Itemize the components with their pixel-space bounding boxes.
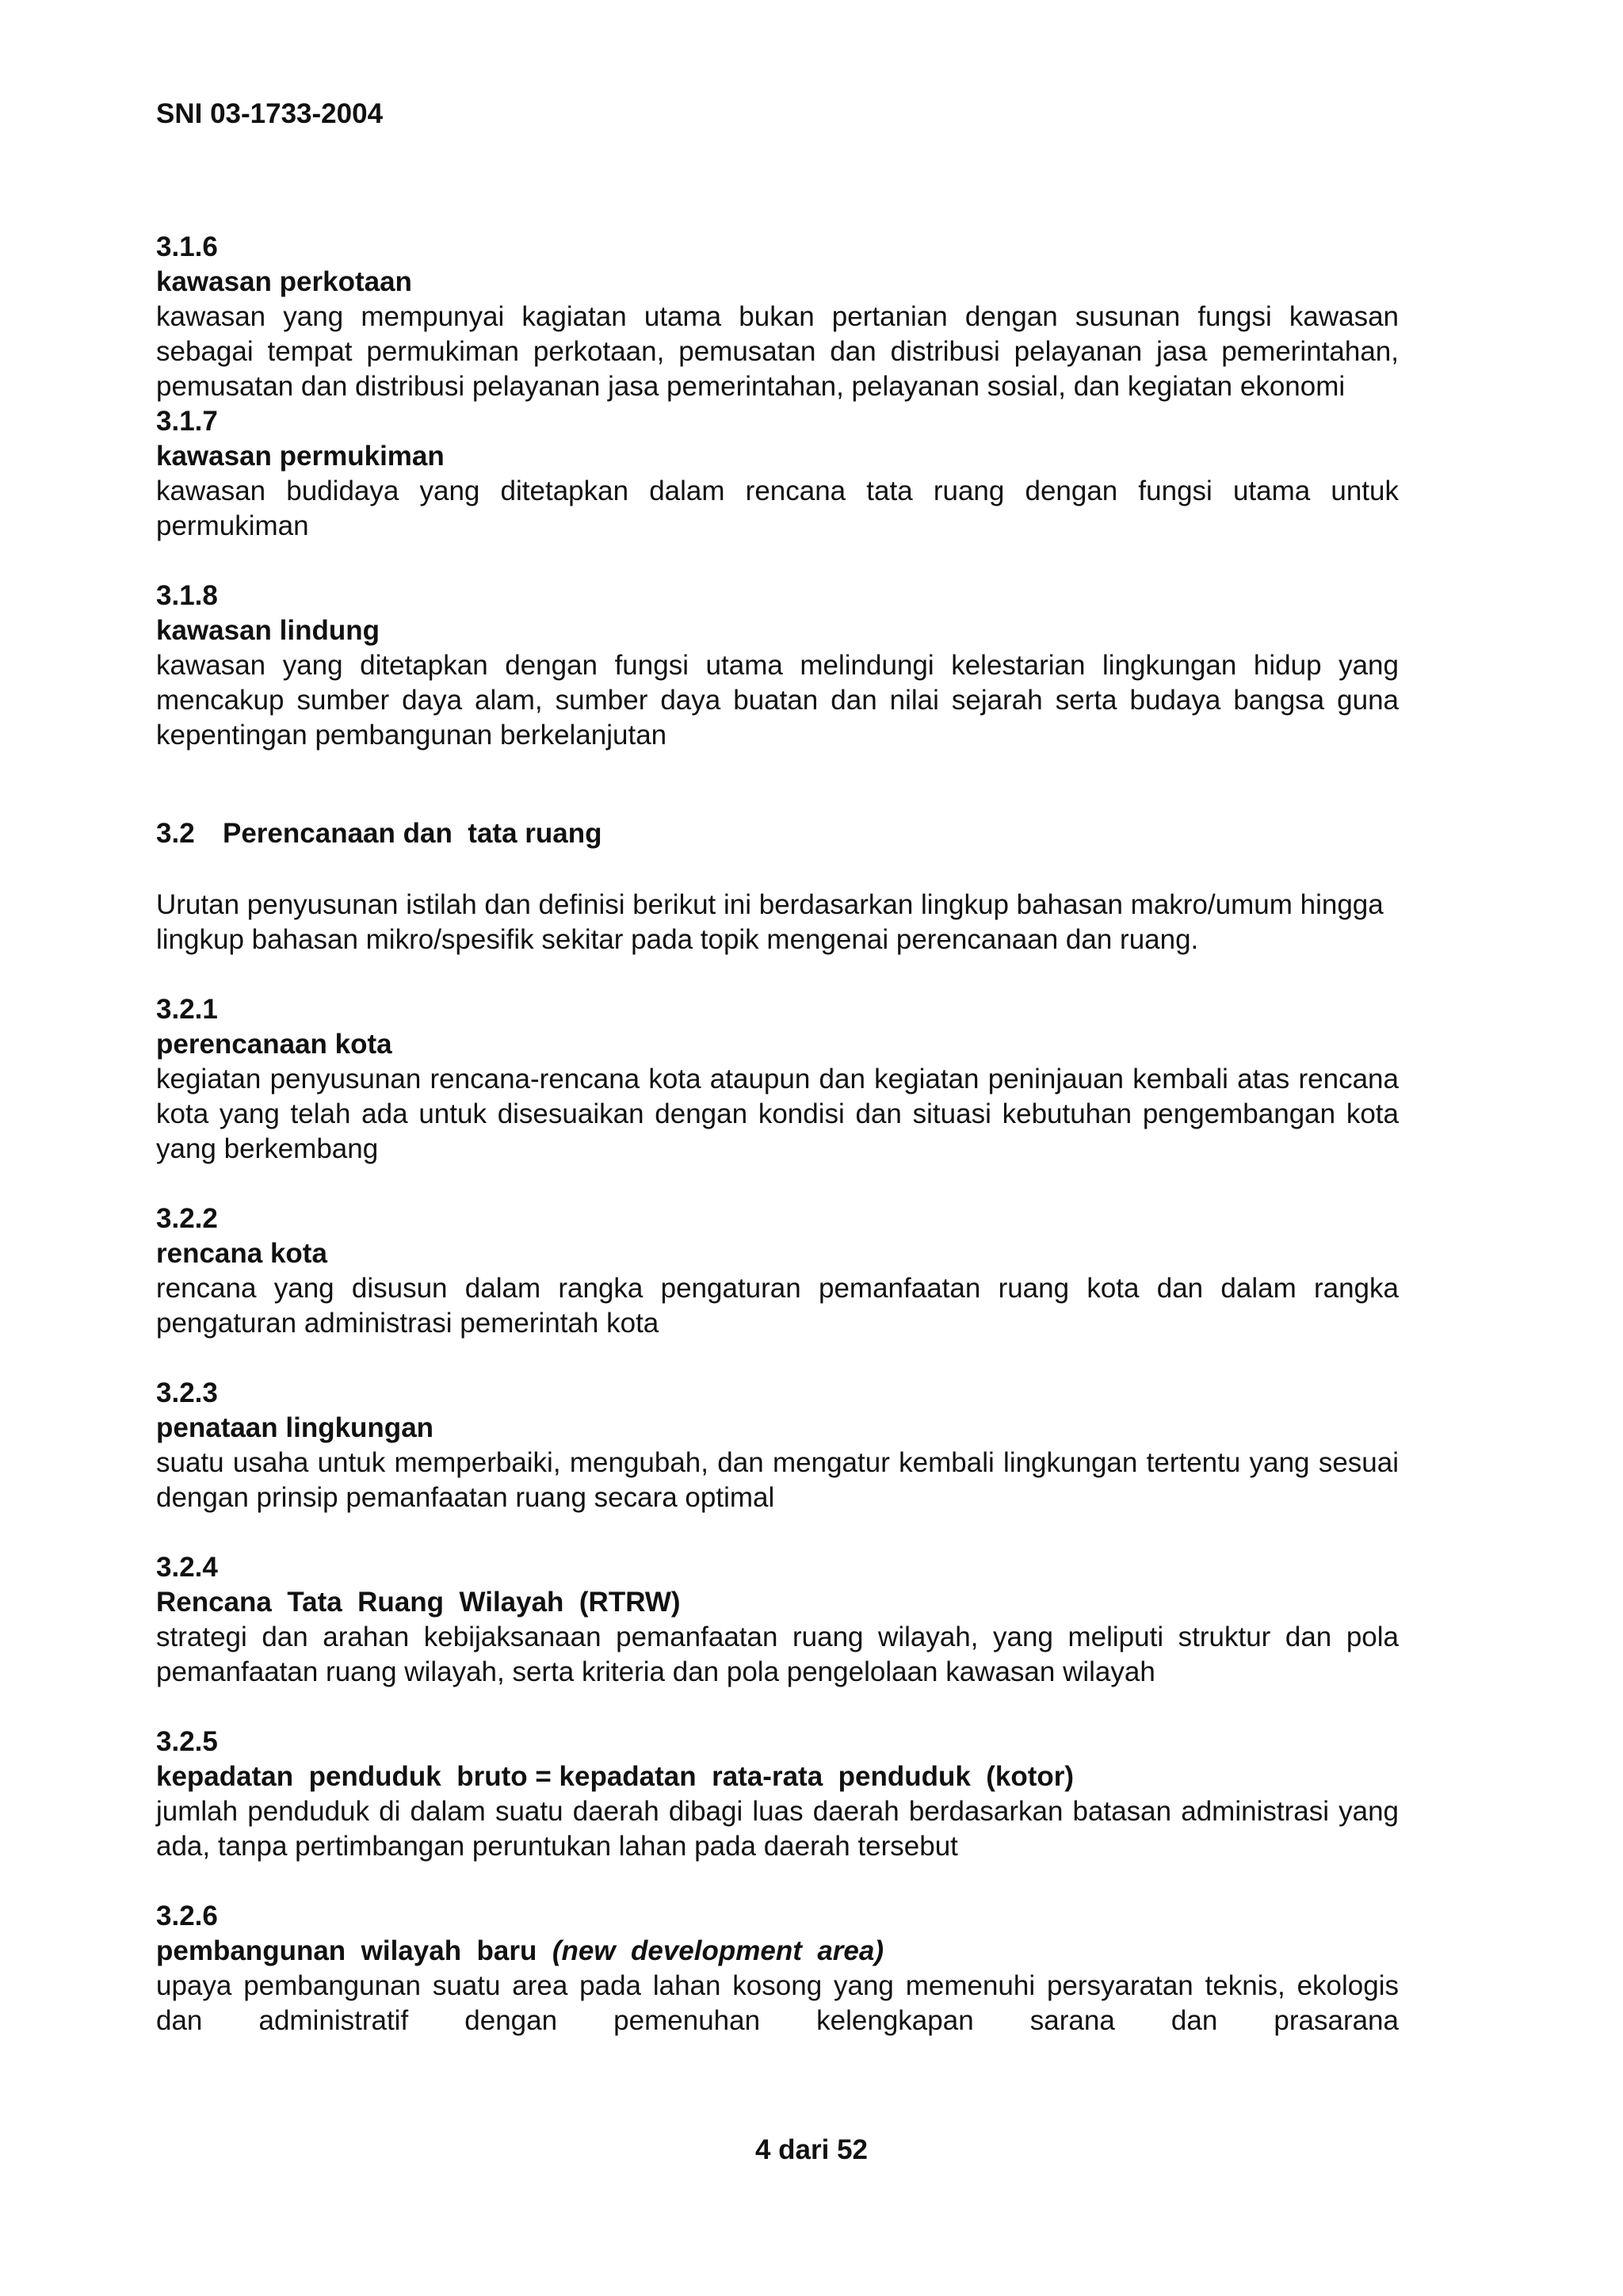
- entry-term: Rencana Tata Ruang Wilayah (RTRW): [156, 1587, 681, 1618]
- entry-term: kepadatan penduduk bruto = kepadatan rata-rata penduduk (kotor): [156, 1761, 1075, 1792]
- entry-number: 3.1.6: [156, 231, 218, 262]
- entry-number: 3.2.6: [156, 1901, 218, 1931]
- spacer: [156, 1341, 1399, 1376]
- spacer: [156, 957, 1399, 992]
- definition-entry: [156, 992, 1399, 1167]
- spacer: [156, 1167, 1399, 1201]
- definition-entry: [156, 1550, 1399, 1690]
- entry-term-main: pembangunan wilayah baru: [156, 1935, 537, 1966]
- definition-entry: [156, 1376, 1399, 1515]
- spacer: [156, 1690, 1399, 1725]
- entry-definition: jumlah penduduk di dalam suatu daerah dibagi luas daerah berdasarkan batasan administrasi yang ada, tanpa pertimbangan peruntukan lahan pada daerah tersebut: [156, 1796, 1399, 1862]
- entry-term: penataan lingkungan: [156, 1412, 434, 1443]
- definition-entry: [156, 1201, 1399, 1341]
- entry-number: 3.2.4: [156, 1552, 218, 1583]
- spacer: [156, 753, 1399, 816]
- entry-term: kawasan permukiman: [156, 441, 445, 472]
- entry-definition: suatu usaha untuk memperbaiki, mengubah, dan mengatur kembali lingkungan tertentu yang sesuai dengan prinsip pemanfaatan ruang secara optimal: [156, 1447, 1399, 1513]
- page-number-footer: 4 dari 52: [754, 2134, 869, 2165]
- entry-definition: kawasan budidaya yang ditetapkan dalam rencana tata ruang dengan fungsi utama untuk permukiman: [156, 476, 1399, 541]
- entry-term: [156, 1934, 1399, 1969]
- definition-entry: [156, 1899, 1399, 2038]
- entry-definition: kawasan yang ditetapkan dengan fungsi utama melindungi kelestarian lingkungan hidup yang mencakup sumber daya alam, sumber daya buatan dan nilai sejarah serta budaya bangsa guna kepentingan pembangunan berkelanjutan: [156, 650, 1399, 751]
- entry-term: kawasan perkotaan: [156, 266, 412, 297]
- spacer: [156, 1864, 1399, 1899]
- entry-number: 3.2.5: [156, 1726, 218, 1757]
- entry-definition: kawasan yang mempunyai kagiatan utama bukan pertanian dengan susunan fungsi kawasan sebagai tempat permukiman perkotaan, pemusatan dan distribusi pelayanan jasa pemerintahan, pemusatan dan distribusi pelayanan jasa pemerintahan, pelayanan sosial, dan kegiatan ekonomi: [156, 301, 1399, 402]
- section-title: Perencanaan dan tata ruang: [223, 818, 602, 849]
- definition-entry: [156, 230, 1399, 404]
- entry-number: 3.1.7: [156, 406, 218, 437]
- entry-definition: strategi dan arahan kebijaksanaan pemanfaatan ruang wilayah, yang meliputi struktur dan pola pemanfaatan ruang wilayah, serta kriteria dan pola pengelolaan kawasan wilayah: [156, 1622, 1399, 1687]
- document-id-header: SNI 03-1733-2004: [156, 98, 384, 129]
- entry-number: 3.1.8: [156, 580, 218, 611]
- document-body: [156, 230, 1399, 2038]
- entry-definition: rencana yang disusun dalam rangka pengaturan pemanfaatan ruang kota dan dalam rangka pengaturan administrasi pemerintah kota: [156, 1273, 1399, 1339]
- spacer: [156, 851, 1399, 888]
- section-heading: [156, 816, 1399, 851]
- definition-entry: [156, 404, 1399, 544]
- entry-definition: upaya pembangunan suatu area pada lahan kosong yang memenuhi persyaratan teknis, ekologis dan administratif dengan pemenuhan kelengkapan sarana dan prasarana: [156, 1970, 1399, 2036]
- entry-definition: kegiatan penyusunan rencana-rencana kota ataupun dan kegiatan peninjauan kembali atas rencana kota yang telah ada untuk disesuaikan dengan kondisi dan situasi kebutuhan pengembangan kota yang berkembang: [156, 1064, 1399, 1164]
- entry-number: 3.2.3: [156, 1377, 218, 1408]
- section-intro: Urutan penyusunan istilah dan definisi berikut ini berdasarkan lingkup bahasan makro/umum hingga lingkup bahasan mikro/spesifik sekitar pada topik mengenai perencanaan dan ruang.: [156, 889, 1384, 955]
- definition-entry: [156, 1725, 1399, 1864]
- entry-term: rencana kota: [156, 1238, 327, 1269]
- entry-term-english: (new development area): [552, 1935, 884, 1966]
- definition-entry: [156, 579, 1399, 753]
- entry-number: 3.2.2: [156, 1203, 218, 1234]
- entry-term: perencanaan kota: [156, 1029, 392, 1060]
- entry-number: 3.2.1: [156, 994, 218, 1025]
- section-number: 3.2: [156, 818, 195, 849]
- spacer: [156, 1515, 1399, 1550]
- entry-term: kawasan lindung: [156, 615, 380, 646]
- spacer: [156, 544, 1399, 579]
